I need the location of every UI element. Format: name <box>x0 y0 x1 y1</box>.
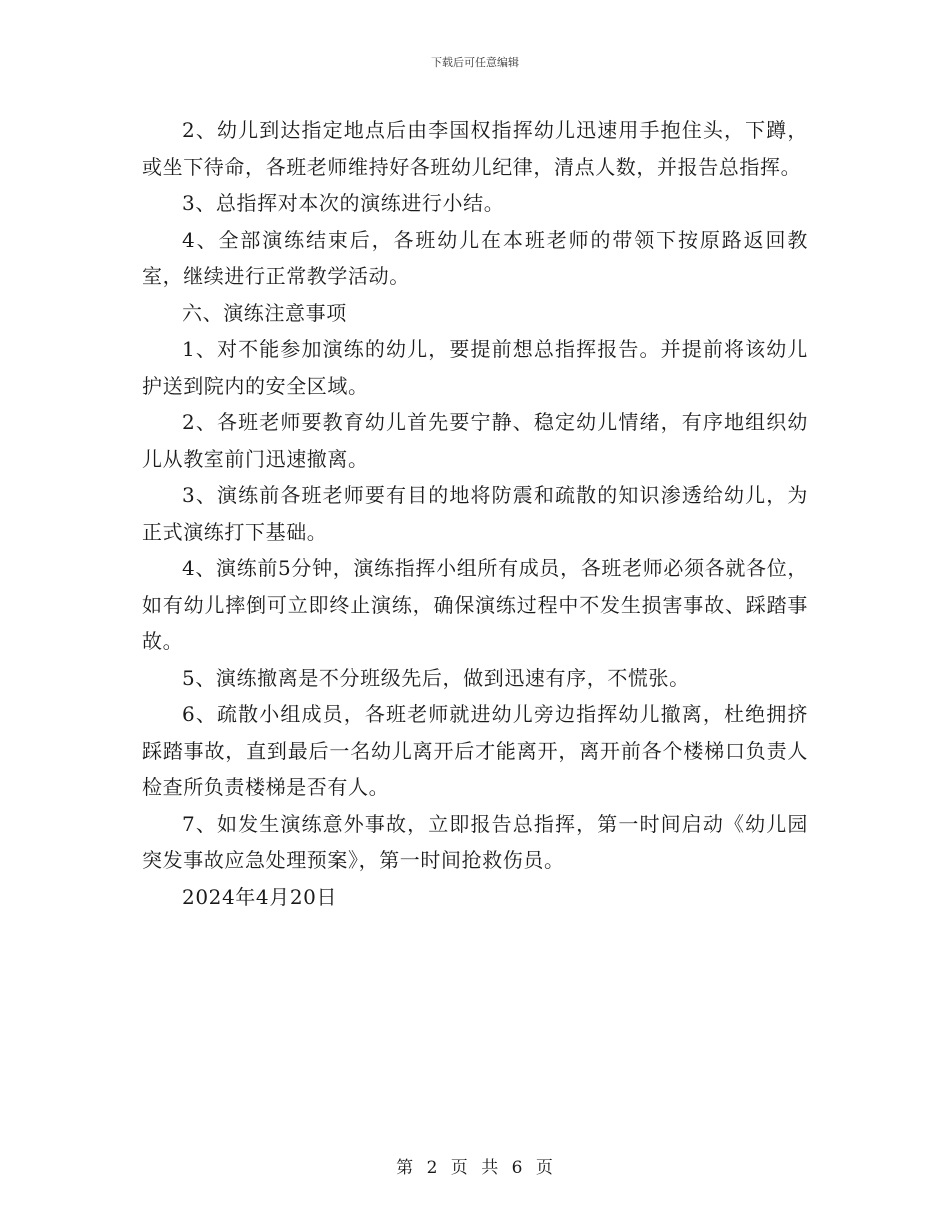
document-date: 2024年4月20日 <box>182 884 338 909</box>
page-header: 下载后可任意编辑 <box>431 56 519 69</box>
section-heading-precautions: 六、演练注意事项 <box>182 300 347 325</box>
paragraph-precaution-7: 7、如发生演练意外事故，立即报告总指挥，第一时间启动《幼儿园突发事故应急处理预案》，第一时间抢救伤员。 <box>142 811 808 872</box>
paragraph-step-3: 3、总指挥对本次的演练进行小结。 <box>182 191 505 215</box>
page-number-footer: 第 2 页 共 6 页 <box>396 1158 554 1178</box>
paragraph-precaution-6: 6、疏散小组成员，各班老师就进幼儿旁边指挥幼儿撤离，杜绝拥挤踩踏事故，直到最后一名幼儿离开后才能离开，离开前各个楼梯口负责人检查所负责楼梯是否有人。 <box>142 702 808 799</box>
paragraph-precaution-1: 1、对不能参加演练的幼儿，要提前想总指挥报告。并提前将该幼儿护送到院内的安全区域。 <box>142 337 808 398</box>
document-body <box>142 112 808 915</box>
paragraph-step-4: 4、全部演练结束后，各班幼儿在本班老师的带领下按原路返回教室，继续进行正常教学活动。 <box>142 227 808 288</box>
paragraph-precaution-3: 3、演练前各班老师要有目的地将防震和疏散的知识渗透给幼儿，为正式演练打下基础。 <box>142 483 808 544</box>
paragraph-precaution-4: 4、演练前5分钟，演练指挥小组所有成员，各班老师必须各就各位，如有幼儿摔倒可立即终止演练，确保演练过程中不发生损害事故、踩踏事故。 <box>142 556 808 653</box>
paragraph-precaution-5: 5、演练撤离是不分班级先后，做到迅速有序，不慌张。 <box>182 665 690 690</box>
paragraph-step-2: 2、幼儿到达指定地点后由李国权指挥幼儿迅速用手抱住头，下蹲，或坐下待命，各班老师维持好各班幼儿纪律，清点人数，并报告总指挥。 <box>142 118 808 179</box>
paragraph-precaution-2: 2、各班老师要教育幼儿首先要宁静、稳定幼儿情绪，有序地组织幼儿从教室前门迅速撤离。 <box>142 410 808 471</box>
